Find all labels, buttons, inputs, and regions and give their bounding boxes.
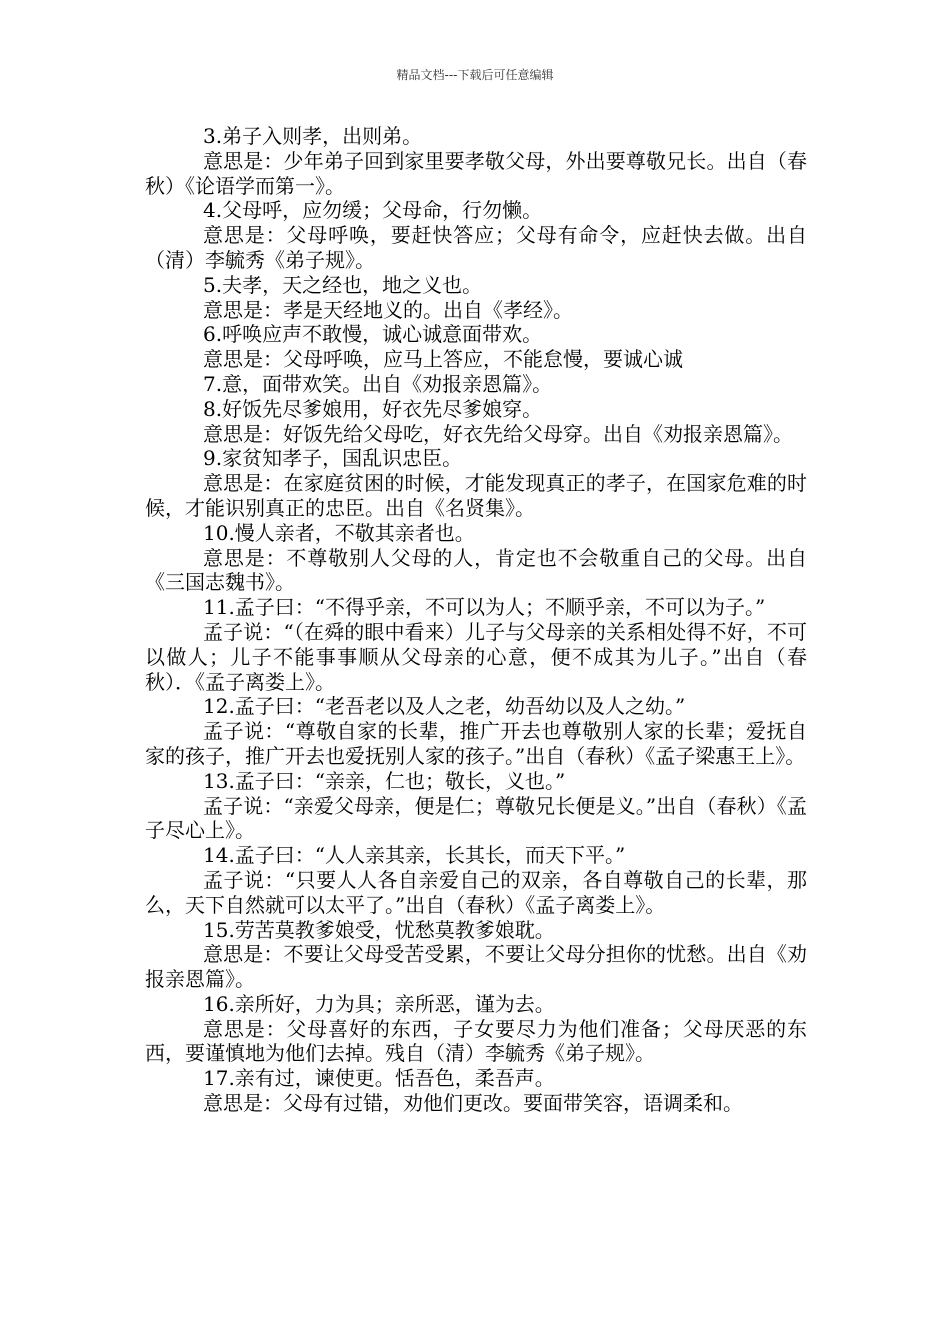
paragraph: 12.孟子曰：“老吾老以及人之老，幼吾幼以及人之幼。” <box>203 694 686 719</box>
paragraph: 孟子说：“尊敬自家的长辈，推广开去也尊敬别人家的长辈；爱抚自家的孩子，推广开去也爱抚别人家的孩子。”出自（春秋）《孟子梁惠王上》。 <box>145 719 807 768</box>
page-header: 精品文档---下载后可任意编辑 <box>396 68 554 82</box>
paragraph: 14.孟子曰：“人人亲其亲，长其长，而天下平。” <box>203 843 626 868</box>
paragraph: 意思是：不尊敬别人父母的人，肯定也不会敬重自己的父母。出自《三国志魏书》。 <box>145 545 807 595</box>
paragraph: 意思是：好饭先给父母吃，好衣先给父母穿。出自《劝报亲恩篇》。 <box>203 421 793 446</box>
paragraph: 意思是：父母呼唤，应马上答应，不能怠慢，要诚心诚 <box>203 347 683 372</box>
paragraph: 15.劳苦莫教爹娘受，忧愁莫教爹娘耽。 <box>203 917 555 942</box>
paragraph: 8.好饭先尽爹娘用，好衣先尽爹娘穿。 <box>203 396 543 421</box>
paragraph: 7.意，面带欢笑。出自《劝报亲恩篇》。 <box>203 371 553 396</box>
paragraph: 意思是：在家庭贫困的时候，才能发现真正的孝子，在国家危难的时候，才能识别真正的忠臣。出自《名贤集》。 <box>145 471 807 520</box>
paragraph: 3.弟子入则孝，出则弟。 <box>203 124 423 148</box>
paragraph: 9.家贫知孝子，国乱识忠臣。 <box>203 446 463 471</box>
paragraph: 意思是：父母喜好的东西，子女要尽力为他们准备；父母厌恶的东西，要谨慎地为他们去掉。残自（清）李毓秀《弟子规》。 <box>145 1016 807 1066</box>
paragraph: 孟子说：“只要人人各自亲爱自己的双亲，各自尊敬自己的长辈，那么，天下自然就可以太平了。”出自（春秋）《孟子离娄上》。 <box>145 867 807 917</box>
paragraph: 意思是：不要让父母受苦受累，不要让父母分担你的忧愁。出自《劝报亲恩篇》。 <box>145 942 807 992</box>
paragraph: 意思是：孝是天经地义的。出自《孝经》。 <box>203 297 573 322</box>
paragraph: 意思是：父母有过错，劝他们更改。要面带笑容，语调柔和。 <box>203 1091 743 1116</box>
paragraph: 孟子说：“（在舜的眼中看来）儿子与父母亲的关系相处得不好，不可以做人；儿子不能事事顺从父母亲的心意，便不成其为儿子。”出自（春秋）．《孟子离娄上》。 <box>145 619 807 694</box>
paragraph: 意思是：父母呼唤，要赶快答应；父母有命令，应赶快去做。出自（清）李毓秀《弟子规》。 <box>145 223 807 272</box>
paragraph: 16.亲所好，力为具；亲所恶，谨为去。 <box>203 991 555 1016</box>
paragraph: 6.呼唤应声不敢慢，诚心诚意面带欢。 <box>203 322 543 347</box>
paragraph: 意思是：少年弟子回到家里要孝敬父母，外出要尊敬兄长。出自（春秋）《论语学而第一》。 <box>145 148 807 198</box>
paragraph: 4.父母呼，应勿缓；父母命，行勿懒。 <box>203 198 543 223</box>
paragraph: 13.孟子曰：“亲亲，仁也；敬长，义也。” <box>203 768 566 793</box>
paragraph: 10.慢人亲者，不敬其亲者也。 <box>203 520 475 545</box>
paragraph: 11.孟子曰：“不得乎亲，不可以为人；不顺乎亲，不可以为子。” <box>203 595 766 620</box>
paragraph: 孟子说：“亲爱父母亲，便是仁；尊敬兄长便是义。”出自（春秋）《孟子尽心上》。 <box>145 793 807 843</box>
paragraph: 17.亲有过，谏使更。恬吾色，柔吾声。 <box>203 1066 555 1091</box>
document-body <box>145 124 807 1116</box>
paragraph: 5.夫孝，天之经也，地之义也。 <box>203 272 483 297</box>
